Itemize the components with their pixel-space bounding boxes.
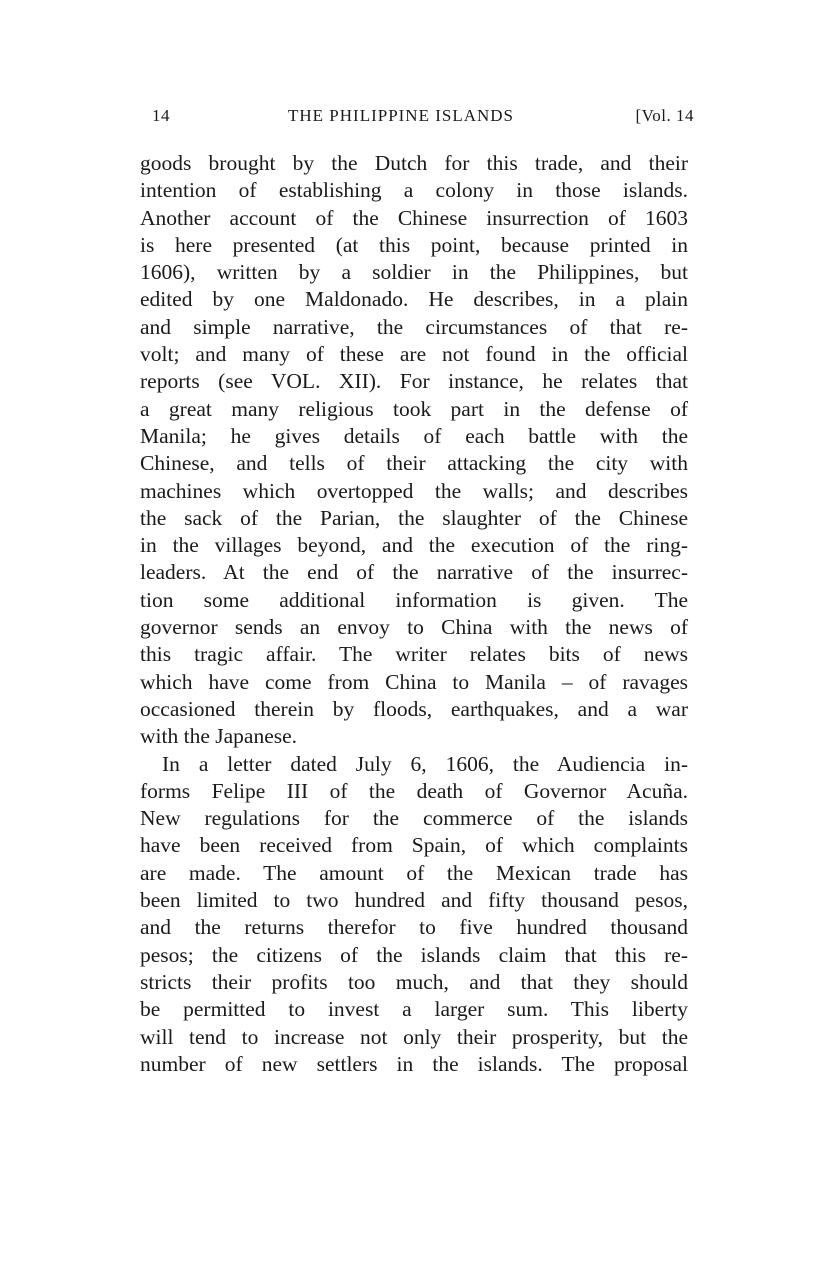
text-line: New regulations for the commerce of the islands	[140, 806, 688, 831]
text-line: occasioned therein by floods, earthquakes, and a war	[140, 696, 688, 721]
text-line: Chinese, and tells of their attacking the city with	[140, 451, 688, 476]
text-line: and the returns therefor to five hundred thousand	[140, 915, 688, 940]
text-line: pesos; the citizens of the islands claim that this re-	[140, 942, 688, 967]
text-line: the sack of the Parian, the slaughter of the Chinese	[140, 505, 688, 530]
text-line: are made. The amount of the Mexican trade has	[140, 860, 688, 885]
text-line: machines which overtopped the walls; and describes	[140, 478, 688, 503]
text-line: Manila; he gives details of each battle with the	[140, 423, 688, 448]
volume-label: [Vol. 14	[635, 106, 694, 125]
text-line: goods brought by the Dutch for this trade, and their	[140, 151, 688, 175]
text-line: leaders. At the end of the narrative of the insurrec-	[140, 560, 688, 585]
text-line: number of new settlers in the islands. The proposal	[140, 1051, 688, 1076]
text-line: which have come from China to Manila – of ravages	[140, 669, 688, 694]
text-line: will tend to increase not only their prosperity, but the	[140, 1024, 688, 1049]
text-line: and simple narrative, the circumstances of that re-	[140, 314, 688, 339]
text-line: edited by one Maldonado. He describes, in a plain	[140, 287, 688, 312]
text-line: in the villages beyond, and the execution of the ring-	[140, 533, 688, 558]
paragraph-start-line: In a letter dated July 6, 1606, the Audiencia in-	[162, 751, 688, 776]
text-line: a great many religious took part in the defense of	[140, 396, 688, 421]
text-line: intention of establishing a colony in those islands.	[140, 178, 688, 203]
text-line: governor sends an envoy to China with the news of	[140, 615, 688, 640]
text-line: 1606), written by a soldier in the Philippines, but	[140, 260, 688, 285]
text-line: forms Felipe III of the death of Governor Acuña.	[140, 778, 688, 803]
text-line: have been received from Spain, of which complaints	[140, 833, 688, 858]
text-line: been limited to two hundred and fifty thousand pesos,	[140, 888, 688, 913]
page-number: 14	[152, 106, 170, 125]
text-line: volt; and many of these are not found in the official	[140, 342, 688, 367]
text-line: Another account of the Chinese insurrection of 1603	[140, 205, 688, 230]
running-title: THE PHILIPPINE ISLANDS	[288, 106, 514, 125]
paragraph-end-line: with the Japanese.	[140, 724, 298, 749]
text-line: reports (see VOL. XII). For instance, he relates that	[140, 369, 688, 394]
text-line: this tragic affair. The writer relates bits of news	[140, 642, 688, 667]
text-line: stricts their profits too much, and that they should	[140, 969, 688, 994]
text-line: tion some additional information is given. The	[140, 587, 688, 612]
running-header	[148, 106, 694, 134]
text-line: be permitted to invest a larger sum. This liberty	[140, 997, 688, 1022]
body-text	[140, 150, 688, 1078]
text-line: is here presented (at this point, because printed in	[140, 232, 688, 257]
